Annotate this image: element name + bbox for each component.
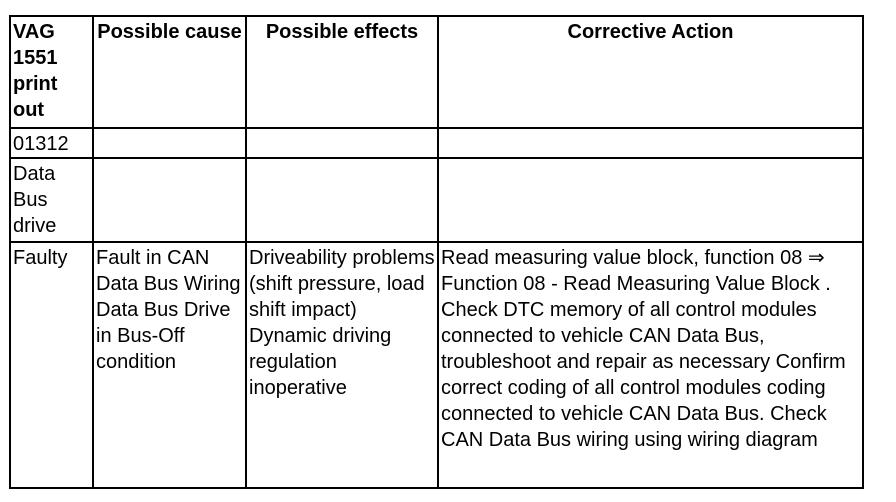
cell-action: Read measuring value block, function 08 ⇒ Function 08 - Read Measuring Value Block . Check DTC memory of all control modules connected to vehicle CAN Data Bus, troubleshoot and repair as necessary Confirm correct coding of all control modules coding connected to vehicle CAN Data Bus. Check CAN Data Bus wiring using wiring diagram: [438, 242, 863, 488]
header-vag-printout: VAG 1551 print out: [10, 16, 93, 128]
table-row: [10, 242, 863, 488]
cell-effects: [246, 128, 438, 158]
cell-action: [438, 128, 863, 158]
header-corrective-action: Corrective Action: [438, 16, 863, 128]
header-possible-cause: Possible cause: [93, 16, 246, 128]
cell-printout: 01312: [10, 128, 93, 158]
cell-printout: Faulty: [10, 242, 93, 488]
dtc-table: [9, 15, 864, 489]
cell-printout: Data Bus drive: [10, 158, 93, 242]
table-row: [10, 128, 863, 158]
cell-cause: [93, 128, 246, 158]
cell-effects: Driveability problems (shift pressure, load shift impact) Dynamic driving regulation inoperative: [246, 242, 438, 488]
cell-cause: Fault in CAN Data Bus Wiring Data Bus Drive in Bus-Off condition: [93, 242, 246, 488]
header-possible-effects: Possible effects: [246, 16, 438, 128]
table-row: [10, 158, 863, 242]
cell-cause: [93, 158, 246, 242]
cell-effects: [246, 158, 438, 242]
table-header-row: [10, 16, 863, 128]
cell-action: [438, 158, 863, 242]
